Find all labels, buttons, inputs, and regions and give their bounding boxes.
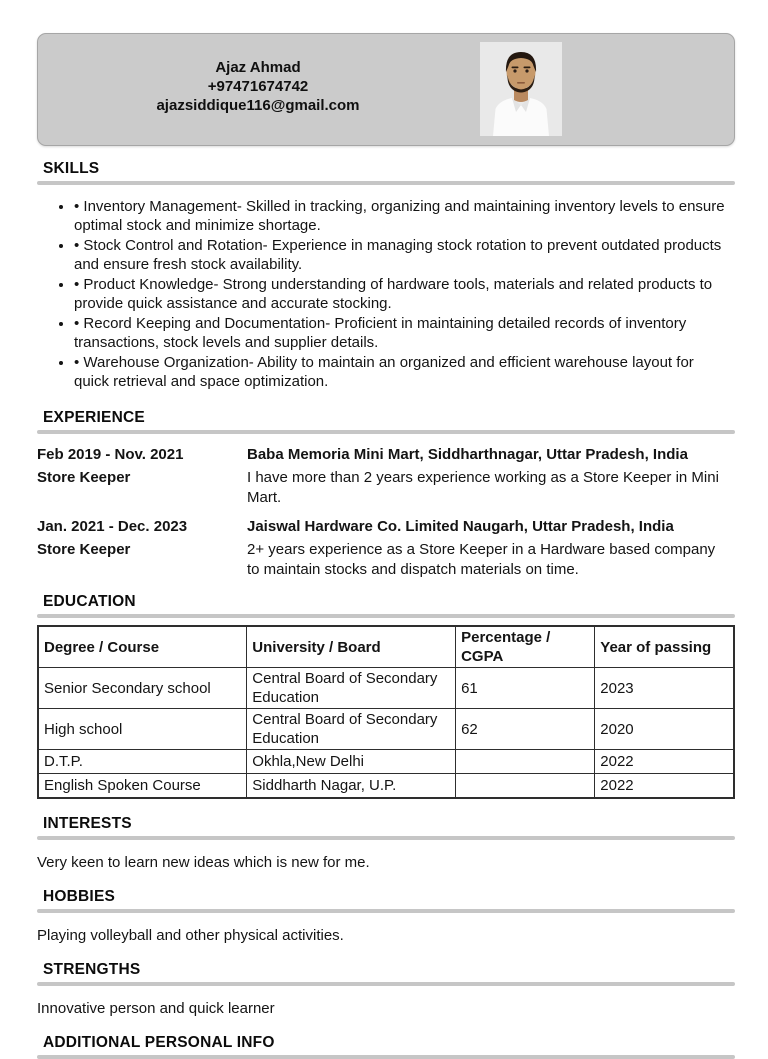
section-divider (37, 430, 735, 434)
section-education (37, 592, 735, 799)
resume-document (0, 33, 768, 1052)
table-header-row (38, 626, 734, 668)
section-divider (37, 181, 735, 185)
table-cell (456, 774, 595, 799)
skill-item: • • Inventory Management- Skilled in tracking, organizing and maintaining inventory levels to ensure optimal stock and minimize shortage. (74, 197, 735, 235)
section-title-skills: SKILLS (43, 160, 100, 177)
name-text: Ajaz Ahmad (215, 59, 301, 76)
experience-dates: Feb 2019 - Nov. 2021 (37, 446, 184, 464)
section-divider (37, 614, 735, 618)
section-divider (37, 1055, 735, 1059)
section-experience (37, 408, 735, 580)
table-cell: Siddharth Nagar, U.P. (247, 774, 456, 799)
table-row (38, 668, 734, 709)
profile-photo (480, 42, 562, 136)
table-cell: Okhla,New Delhi (247, 750, 456, 774)
experience-role: Store Keeper (37, 541, 131, 559)
table-cell: 2022 (595, 774, 734, 799)
section-divider (37, 982, 735, 986)
person-photo-image (480, 42, 562, 136)
skill-item: • • Record Keeping and Documentation- Proficient in maintaining detailed records of inventory transactions, stock levels and supplier details. (74, 314, 735, 352)
table-cell: English Spoken Course (38, 774, 247, 799)
experience-list (37, 443, 735, 580)
experience-dates: Jan. 2021 - Dec. 2023 (37, 518, 188, 536)
table-cell: High school (38, 709, 247, 750)
strengths-text: Innovative person and quick learner (37, 1000, 275, 1018)
skill-item: • • Product Knowledge- Strong understanding of hardware tools, materials and related products to provide quick assistance and accurate stocking. (74, 275, 735, 313)
table-row (38, 709, 734, 750)
table-cell: D.T.P. (38, 750, 247, 774)
skill-item: • • Warehouse Organization- Ability to maintain an organized and efficient warehouse layout for quick retrieval and space optimization. (74, 353, 735, 391)
section-divider (37, 836, 735, 840)
experience-role: Store Keeper (37, 469, 131, 487)
experience-company: Baba Memoria Mini Mart, Siddharthnagar, Uttar Pradesh, India (247, 446, 688, 464)
section-title-interests: INTERESTS (43, 815, 132, 833)
table-cell: 2022 (595, 750, 734, 774)
table-cell (456, 750, 595, 774)
table-row (38, 774, 734, 799)
table-cell: 61 (456, 668, 595, 709)
experience-entry (37, 443, 735, 508)
section-title-additional-personal-info: ADDITIONAL PERSONAL INFO (43, 1034, 275, 1052)
section-divider (37, 909, 735, 913)
experience-entry (37, 515, 735, 580)
experience-description: 2+ years experience as a Store Keeper in a Hardware based company to maintain stocks and dispatch materials on time. (247, 541, 716, 579)
section-interests (37, 814, 735, 872)
section-title-hobbies: HOBBIES (43, 888, 116, 906)
table-cell: Central Board of Secondary Education (247, 709, 456, 750)
table-cell: 62 (456, 709, 595, 750)
skills-list (37, 197, 735, 391)
table-cell: Senior Secondary school (38, 668, 247, 709)
section-title-education: EDUCATION (43, 593, 136, 611)
section-strengths (37, 960, 735, 1018)
experience-description: I have more than 2 years experience working as a Store Keeper in Mini Mart. (247, 469, 719, 507)
phone-text: +97471674742 (207, 78, 309, 95)
table-header-cell: Degree / Course (38, 626, 247, 668)
table-cell: 2020 (595, 709, 734, 750)
table-header-cell: Percentage / CGPA (456, 626, 595, 668)
table-cell: Central Board of Secondary Education (247, 668, 456, 709)
section-additional-personal-info (37, 1033, 735, 1059)
interests-text: Very keen to learn new ideas which is new for me. (37, 854, 370, 872)
contact-block (38, 58, 478, 115)
skill-item: • • Stock Control and Rotation- Experience in managing stock rotation to prevent outdated products and ensure fresh stock availability. (74, 236, 735, 274)
section-title-experience: EXPERIENCE (43, 409, 145, 427)
table-header-cell: University / Board (247, 626, 456, 668)
education-table (37, 625, 735, 799)
section-hobbies (37, 887, 735, 945)
header-card (37, 33, 735, 146)
section-title-strengths: STRENGTHS (43, 961, 141, 979)
table-cell: 2023 (595, 668, 734, 709)
experience-company: Jaiswal Hardware Co. Limited Naugarh, Uttar Pradesh, India (247, 518, 674, 536)
table-row (38, 750, 734, 774)
table-header-cell: Year of passing (595, 626, 734, 668)
hobbies-text: Playing volleyball and other physical activities. (37, 927, 344, 945)
email-text: ajazsiddique116@gmail.com (156, 97, 360, 114)
section-skills (37, 159, 735, 391)
